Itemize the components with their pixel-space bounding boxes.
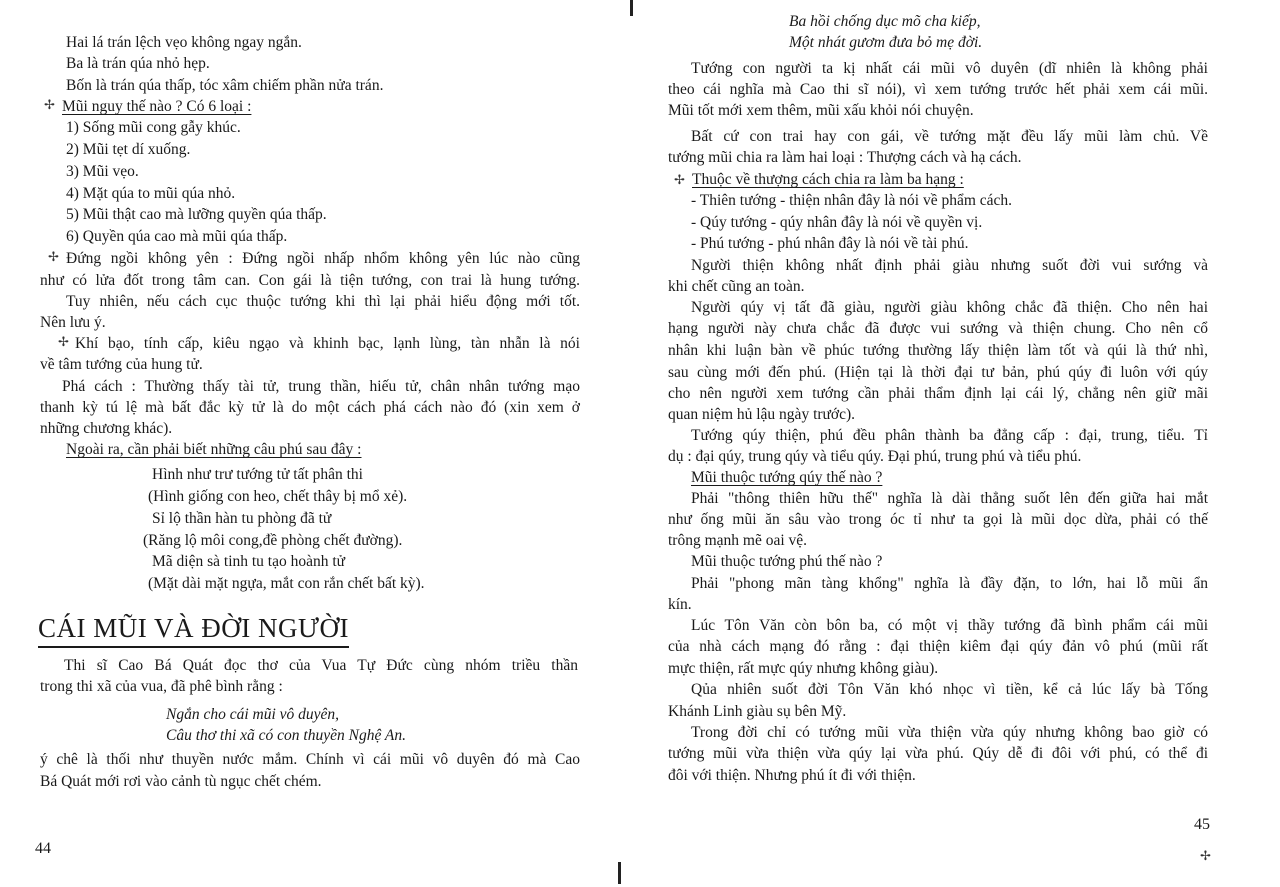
list-item: 4) Mặt qúa to mũi qúa nhỏ. — [66, 185, 236, 202]
list-item: 3) Mũi vẹo. — [66, 163, 139, 180]
verse-line: Một nhát gươm đưa bỏ mẹ đời. — [789, 34, 983, 51]
verse-line: Ngắn cho cái mũi vô duyên, — [166, 706, 340, 723]
list-item: 6) Quyền qúa cao mà mũi qúa thấp. — [66, 228, 288, 245]
text-line: ý chê là thối như thuyền nước mắm. Chính vì cái mũi vô duyên đó mà Cao — [40, 751, 580, 768]
verse-line: Sỉ lộ thần hàn tu phòng đã tử — [152, 510, 332, 527]
text-line: hạng người này chưa chắc đã được vui sướng và thiện chung. Cho nên cổ — [668, 320, 1208, 337]
text-line: theo cái nghĩa mà Cao thi sĩ nói), vì xem tướng trước hết phải xem cái mũi. — [668, 81, 1208, 98]
text-line: nhân khi luận bàn về phúc tướng thường lấy thiện làm tốt và qúi là thứ nhì, — [668, 342, 1208, 359]
text-line: mực thiện, rất mực qúy nhưng không giàu). — [668, 660, 939, 677]
text-line: Qủa nhiên suốt đời Tôn Văn khó nhọc vì tiền, kể cả lúc lấy bà Tống — [691, 681, 1208, 698]
text-line: Trong đời chỉ có tướng mũi vừa thiện vừa qúy nhưng không bao giờ có — [691, 724, 1208, 741]
text-line: Người qúy vị tất đã giàu, người giàu không chắc đã thiện. Cho nên hai — [691, 299, 1208, 316]
text-line: Khí bạo, tính cấp, kiêu ngạo và khinh bạc, lạnh lùng, tàn nhẫn là nói — [75, 335, 580, 352]
text-line: về tâm tướng của hung tử. — [40, 356, 203, 373]
section-heading: CÁI MŨI VÀ ĐỜI NGƯỜI — [38, 612, 349, 648]
text-line: Bá Quát mới rơi vào cảnh tù ngục chết chém. — [40, 773, 322, 790]
text-line: Tuy nhiên, nếu cách cục thuộc tướng khi thì lại phải hiểu động mới tốt. — [66, 293, 580, 310]
text-line: đôi với thiện. Nhưng phú ít đi với thiện. — [668, 767, 916, 784]
text-line: khi chết cũng an toàn. — [668, 278, 805, 295]
text-line: cho nên người xem tướng cần phải thẩm định lại cái lý, chẳng nên giữ mãi — [668, 385, 1208, 402]
text-line: Hai lá trán lệch vẹo không ngay ngắn. — [66, 34, 302, 51]
text-line: của nhà cách mạng đó rằng : đại thiện kiêm đại qúy đản vô phú (mũi rất — [668, 638, 1208, 655]
text-line: Mũi tốt mới xem thêm, mũi xấu khỏi nói chuyện. — [668, 102, 974, 119]
text-line: trông mạnh mẽ oai vệ. — [668, 532, 808, 549]
text-line: những chương khác). — [40, 420, 173, 437]
text-line: kín. — [668, 596, 692, 613]
text-line: sau cùng mới đến phú. (Hiện tại là thời đại tư bản, phú qúy đi luôn với qúy — [668, 364, 1208, 381]
list-item: 1) Sống mũi cong gẫy khúc. — [66, 119, 241, 136]
subheading: Mũi nguy thế nào ? Có 6 loại : — [62, 98, 252, 115]
text-line: tướng mũi vừa thiện vừa qúy lại vừa phú. Qúy dễ đi đôi với phú, có thể đi — [668, 745, 1208, 762]
verse-line: Mã diện sà tinh tu tạo hoành tử — [152, 553, 346, 570]
list-item: 5) Mũi thật cao mà lưỡng quyền qúa thấp. — [66, 206, 327, 223]
text-line: Phải "phong mãn tàng khổng" nghĩa là đầy đặn, to lớn, hai lỗ mũi ẩn — [691, 575, 1208, 592]
text-line: như có lửa đốt trong tâm can. Con gái là tiện tướng, con trai là hung tướng. — [40, 272, 580, 289]
text-line: trong thi xã của vua, đã phê bình rằng : — [40, 678, 283, 695]
list-item: - Qúy tướng - qúy nhân đây là nói về quyền vị. — [691, 214, 983, 231]
subheading: Ngoài ra, cần phải biết những câu phú sau đây : — [66, 441, 362, 458]
subheading: Mũi thuộc tướng phú thế nào ? — [691, 553, 883, 570]
text-line: quan niệm hủ lậu ngày trước). — [668, 406, 856, 423]
page-number: 45 — [1194, 816, 1210, 833]
text-line: Người thiện không nhất định phải giàu nhưng suốt đời vui sướng và — [691, 257, 1208, 274]
gutter-mark — [618, 862, 621, 884]
handwritten-mark-icon: ✢ — [674, 172, 685, 187]
text-line: Bất cứ con trai hay con gái, về tướng mặt đều lấy mũi làm chủ. Về — [691, 128, 1208, 145]
handwritten-mark-icon: ✢ — [48, 249, 59, 264]
text-line: tướng mũi chia ra làm hai loại : Thượng cách và hạ cách. — [668, 149, 1022, 166]
list-item: - Thiên tướng - thiện nhân đây là nói về phẩm cách. — [691, 192, 1013, 209]
text-line: Khánh Linh giàu sụ bên Mỹ. — [668, 703, 847, 720]
text-line: Ba là trán qúa nhỏ hẹp. — [66, 55, 210, 72]
list-item: 2) Mũi tẹt dí xuống. — [66, 141, 191, 158]
verse-line: (Răng lộ môi cong,đề phòng chết đường). — [143, 532, 403, 549]
text-line: Đứng ngồi không yên : Đứng ngồi nhấp nhổm không yên lúc nào cũng — [66, 250, 580, 267]
text-line: Bốn là trán qúa thấp, tóc xâm chiếm phần nửa trán. — [66, 77, 384, 94]
verse-line: (Mặt dài mặt ngựa, mắt con rắn chết bất kỳ). — [148, 575, 425, 592]
verse-line: Ba hồi chống dục mõ cha kiếp, — [789, 13, 981, 30]
text-line: Phá cách : Thường thấy tài tử, trung thần, hiếu tử, chân nhân tướng mạo — [62, 378, 580, 395]
text-line: như ống mũi ăn sâu vào trong óc tỉ như ta gọi là mũi dọc dừa, phải có thế — [668, 511, 1208, 528]
page-number: 44 — [35, 840, 51, 857]
text-line: dụ : đại qúy, trung qúy và tiểu qúy. Đại phú, trung phú và tiểu phú. — [668, 448, 1082, 465]
text-line: thanh kỳ tú lệ mà bất đắc kỳ tử là do một cách phá cách nào đó (xin xem ở — [40, 399, 580, 416]
subheading: Mũi thuộc tướng qúy thế nào ? — [691, 469, 883, 486]
left-page — [0, 0, 620, 887]
text-line: Lúc Tôn Văn còn bôn ba, có một vị thầy tướng đã bình phẩm cái mũi — [691, 617, 1208, 634]
subheading: Thuộc về thượng cách chia ra làm ba hạng : — [692, 171, 964, 188]
verse-line: Hình như trư tướng tử tất phân thi — [152, 466, 363, 483]
verse-line: Câu thơ thi xã có con thuyền Nghệ An. — [166, 727, 407, 744]
text-line: Tướng con người ta kị nhất cái mũi vô duyên (dĩ nhiên là không phải — [691, 60, 1208, 77]
handwritten-mark-icon: ✢ — [1200, 848, 1211, 863]
text-line: Thi sĩ Cao Bá Quát đọc thơ của Vua Tự Đức cùng nhóm triều thần — [64, 657, 578, 674]
right-page — [630, 0, 1280, 887]
verse-line: (Hình giống con heo, chết thây bị mổ xẻ). — [148, 488, 408, 505]
text-line: Nên lưu ý. — [40, 314, 106, 331]
handwritten-mark-icon: ✢ — [58, 334, 69, 349]
text-line: Tướng qúy thiện, phú đều phân thành ba đẳng cấp : đại, trung, tiểu. Tỉ — [691, 427, 1208, 444]
handwritten-mark-icon: ✢ — [44, 97, 55, 112]
text-line: Phải "thông thiên hữu thế" nghĩa là dài thẳng suốt lên đến giữa hai mắt — [691, 490, 1208, 507]
list-item: - Phú tướng - phú nhân đây là nói về tài phú. — [691, 235, 969, 252]
